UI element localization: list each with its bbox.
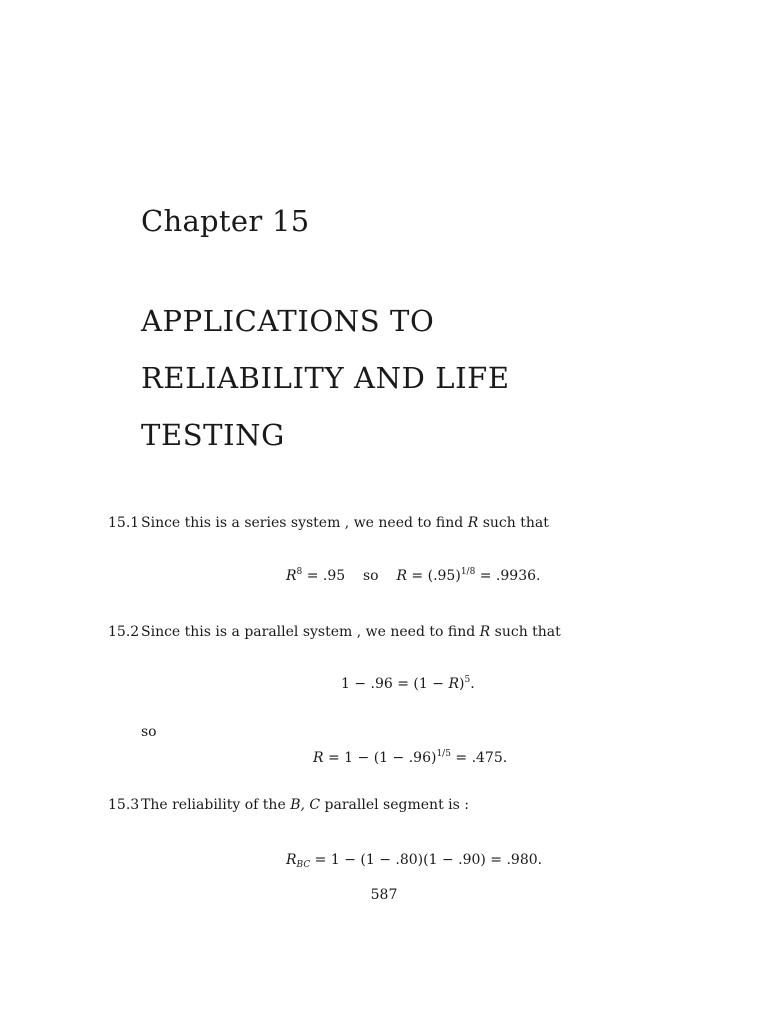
page-number: 587 (370, 887, 398, 903)
problem-text: Since this is a series system , we need to find (141, 515, 468, 531)
eq-var: R (286, 852, 297, 868)
eq-text: . (470, 676, 475, 692)
eq-text: = 1 − (1 − .80)(1 − .90) = .980. (310, 852, 543, 868)
chapter-label: Chapter 15 (141, 204, 310, 238)
eq-text: = .475. (450, 750, 508, 766)
eq-var: R (396, 568, 407, 584)
eq-text: = .9936. (475, 568, 541, 584)
problem-variable: B, C (290, 797, 321, 813)
eq-var: R (313, 750, 324, 766)
problem-text-end: such that (478, 515, 549, 531)
problem-text-end: such that (490, 624, 561, 640)
chapter-title-line-1: APPLICATIONS TO (141, 304, 435, 338)
eq-text: 1 − .96 = (1 − (341, 676, 449, 692)
chapter-title (141, 293, 510, 464)
problem-15-3 (108, 797, 469, 813)
problem-number: 15.3 (108, 797, 140, 813)
eq-exponent: 1/8 (460, 567, 476, 577)
eq-text: ) (458, 676, 465, 692)
eq-var: R (286, 568, 297, 584)
chapter-title-line-3: TESTING (141, 418, 285, 452)
problem-variable: R (467, 515, 479, 531)
eq-text: = .95 (302, 568, 346, 584)
eq-subscript: BC (296, 860, 311, 870)
problem-text: The reliability of the (141, 797, 291, 813)
eq-exponent: 8 (296, 567, 303, 577)
equation-15-1 (286, 568, 540, 584)
equation-15-2-solution (313, 750, 507, 766)
eq-text: = 1 − (1 − .96) (323, 750, 437, 766)
problem-number: 15.2 (108, 624, 140, 640)
problem-text: Since this is a parallel system , we need to find (141, 624, 480, 640)
eq-text: = (.95) (406, 568, 461, 584)
eq-so: so (363, 568, 379, 584)
problem-variable: R (479, 624, 491, 640)
eq-exponent: 5 (464, 675, 471, 685)
eq-var: R (448, 676, 459, 692)
problem-15-2 (108, 624, 561, 640)
problem-15-1 (108, 515, 549, 531)
equation-15-3 (286, 852, 542, 868)
problem-text-end: parallel segment is : (320, 797, 469, 813)
problem-number: 15.1 (108, 515, 140, 531)
eq-exponent: 1/5 (436, 749, 451, 759)
chapter-title-line-2: RELIABILITY AND LIFE (141, 361, 510, 395)
equation-15-2 (341, 676, 475, 692)
so-connector: so (141, 724, 157, 740)
